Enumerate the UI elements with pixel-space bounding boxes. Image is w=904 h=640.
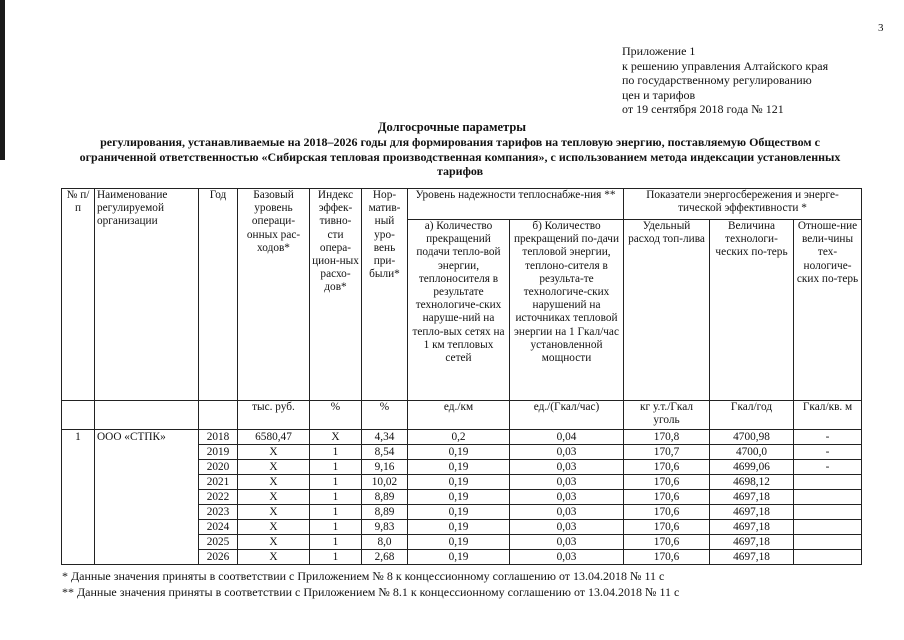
unit-cell: Гкал/год xyxy=(710,401,794,430)
header-reliability: Уровень надежности теплоснабже-ния ** xyxy=(408,189,624,220)
cell-norm: 10,02 xyxy=(362,475,408,490)
cell-b: 0,03 xyxy=(510,520,624,535)
header-normative-profit: Нор-матив-ный уро-вень при-были* xyxy=(362,189,408,401)
cell-norm: 4,34 xyxy=(362,430,408,445)
cell-year: 2024 xyxy=(199,520,238,535)
cell-index: 1 xyxy=(310,505,362,520)
cell-ratio xyxy=(794,535,862,550)
cell-ratio xyxy=(794,505,862,520)
cell-base: Х xyxy=(238,475,310,490)
cell-norm: 2,68 xyxy=(362,550,408,565)
cell-norm: 8,89 xyxy=(362,505,408,520)
cell-b: 0,03 xyxy=(510,535,624,550)
cell-index: 1 xyxy=(310,475,362,490)
cell-index: 1 xyxy=(310,490,362,505)
unit-cell: % xyxy=(310,401,362,430)
unit-cell: кг у.т./Гкал уголь xyxy=(624,401,710,430)
header-efficiency-index: Индекс эффек-тивно-сти опера-цион-ных расхо-дов* xyxy=(310,189,362,401)
cell-base: Х xyxy=(238,490,310,505)
header-year: Год xyxy=(199,189,238,401)
cell-b: 0,03 xyxy=(510,550,624,565)
approval-line: от 19 сентября 2018 года № 121 xyxy=(622,102,784,116)
approval-line: к решению управления Алтайского края xyxy=(622,58,829,73)
approval-line: по государственному регулированию xyxy=(622,73,812,87)
cell-a: 0,2 xyxy=(408,430,510,445)
cell-fuel: 170,6 xyxy=(624,520,710,535)
cell-loss: 4697,18 xyxy=(710,505,794,520)
cell-ratio xyxy=(794,550,862,565)
page-number: 3 xyxy=(878,22,884,34)
approval-block xyxy=(622,44,828,117)
scan-edge-mark xyxy=(0,0,5,160)
unit-cell: ед./км xyxy=(408,401,510,430)
cell-b: 0,04 xyxy=(510,430,624,445)
cell-year: 2021 xyxy=(199,475,238,490)
cell-ratio xyxy=(794,520,862,535)
cell-base: 6580,47 xyxy=(238,430,310,445)
cell-index: 1 xyxy=(310,445,362,460)
table-row xyxy=(62,430,862,445)
cell-b: 0,03 xyxy=(510,490,624,505)
cell-loss: 4698,12 xyxy=(710,475,794,490)
footnote: * Данные значения приняты в соответствии с Приложением № 8 к концессионному соглашению от 13.04.2018 № 11 с xyxy=(62,569,665,583)
cell-fuel: 170,6 xyxy=(624,460,710,475)
cell-base: Х xyxy=(238,550,310,565)
cell-base: Х xyxy=(238,520,310,535)
cell-index: Х xyxy=(310,430,362,445)
cell-year: 2025 xyxy=(199,535,238,550)
cell-a: 0,19 xyxy=(408,505,510,520)
cell-base: Х xyxy=(238,445,310,460)
cell-year: 2019 xyxy=(199,445,238,460)
document-title: Долгосрочные параметры xyxy=(377,120,527,134)
cell-loss: 4700,98 xyxy=(710,430,794,445)
cell-a: 0,19 xyxy=(408,490,510,505)
cell-loss: 4697,18 xyxy=(710,550,794,565)
footnotes xyxy=(62,568,679,600)
cell-base: Х xyxy=(238,460,310,475)
cell-year: 2020 xyxy=(199,460,238,475)
cell-year: 2023 xyxy=(199,505,238,520)
cell-norm: 8,89 xyxy=(362,490,408,505)
cell-base: Х xyxy=(238,535,310,550)
cell-year: 2022 xyxy=(199,490,238,505)
unit-cell: Гкал/кв. м xyxy=(794,401,862,430)
cell-b: 0,03 xyxy=(510,475,624,490)
unit-cell: ед./(Гкал/час) xyxy=(510,401,624,430)
cell-b: 0,03 xyxy=(510,505,624,520)
row-number: 1 xyxy=(62,430,95,565)
cell-b: 0,03 xyxy=(510,460,624,475)
cell-index: 1 xyxy=(310,520,362,535)
header-base-opex: Базовый уровень операци-онных рас-ходов* xyxy=(238,189,310,401)
cell-norm: 8,54 xyxy=(362,445,408,460)
cell-a: 0,19 xyxy=(408,535,510,550)
cell-ratio: - xyxy=(794,430,862,445)
cell-a: 0,19 xyxy=(408,445,510,460)
cell-base: Х xyxy=(238,505,310,520)
cell-norm: 9,83 xyxy=(362,520,408,535)
approval-line: цен и тарифов xyxy=(622,87,696,102)
cell-norm: 8,0 xyxy=(362,535,408,550)
cell-b: 0,03 xyxy=(510,445,624,460)
cell-a: 0,19 xyxy=(408,520,510,535)
cell-fuel: 170,6 xyxy=(624,535,710,550)
parameters-table xyxy=(61,188,862,565)
cell-loss: 4697,18 xyxy=(710,535,794,550)
cell-a: 0,19 xyxy=(408,550,510,565)
cell-fuel: 170,6 xyxy=(624,490,710,505)
header-loss-ratio: Отноше-ние вели-чины тех-нологиче-ских по-терь xyxy=(794,220,862,401)
cell-year: 2026 xyxy=(199,550,238,565)
units-row xyxy=(62,401,862,430)
header-reliability-b: б) Количество прекращений по-дачи тепловой энергии, теплоно-сителя в результа-те технологиче-ских нарушений на источниках тепловой энергии на 1 Гкал/час установленной мощности xyxy=(510,220,624,401)
cell-ratio: - xyxy=(794,460,862,475)
cell-fuel: 170,8 xyxy=(624,430,710,445)
cell-year: 2018 xyxy=(199,430,238,445)
header-tech-losses: Величина технологи-ческих по-терь xyxy=(710,220,794,401)
cell-loss: 4699,06 xyxy=(710,460,794,475)
cell-loss: 4697,18 xyxy=(710,490,794,505)
header-reliability-a: а) Количество прекращений подачи тепло-вой энергии, теплоносителя в результате технологиче-ских наруше-ний на тепло-вых сетях на 1 км тепловых сетей xyxy=(408,220,510,401)
footnote: ** Данные значения приняты в соответствии с Приложением № 8.1 к концессионному соглашению от 13.04.2018 № 11 с xyxy=(62,585,680,599)
unit-cell: % xyxy=(362,401,408,430)
cell-index: 1 xyxy=(310,550,362,565)
cell-fuel: 170,6 xyxy=(624,475,710,490)
approval-line: Приложение 1 xyxy=(622,44,696,58)
cell-a: 0,19 xyxy=(408,460,510,475)
unit-cell: тыс. руб. xyxy=(238,401,310,430)
cell-fuel: 170,7 xyxy=(624,445,710,460)
cell-ratio: - xyxy=(794,445,862,460)
header-num: № п/п xyxy=(62,189,95,401)
cell-norm: 9,16 xyxy=(362,460,408,475)
organization-name: ООО «СТПК» xyxy=(95,430,199,565)
cell-index: 1 xyxy=(310,460,362,475)
cell-a: 0,19 xyxy=(408,475,510,490)
cell-index: 1 xyxy=(310,535,362,550)
cell-fuel: 170,6 xyxy=(624,505,710,520)
document-subtitle: регулирования, устанавливаемые на 2018–2026 годы для формирования тарифов на тепловую энергию, поставляемую Обществом с ограниченной ответственностью «Сибирская тепловая производственная компания», с использованием метода индексации установленных тарифов xyxy=(79,135,841,178)
cell-ratio xyxy=(794,490,862,505)
header-energy-efficiency: Показатели энергосбережения и энерге-тической эффективности * xyxy=(624,189,862,220)
cell-loss: 4697,18 xyxy=(710,520,794,535)
header-fuel-consumption: Удельный расход топ-лива xyxy=(624,220,710,401)
cell-ratio xyxy=(794,475,862,490)
header-organization: Наименование регулируемой организации xyxy=(95,189,199,401)
cell-loss: 4700,0 xyxy=(710,445,794,460)
cell-fuel: 170,6 xyxy=(624,550,710,565)
